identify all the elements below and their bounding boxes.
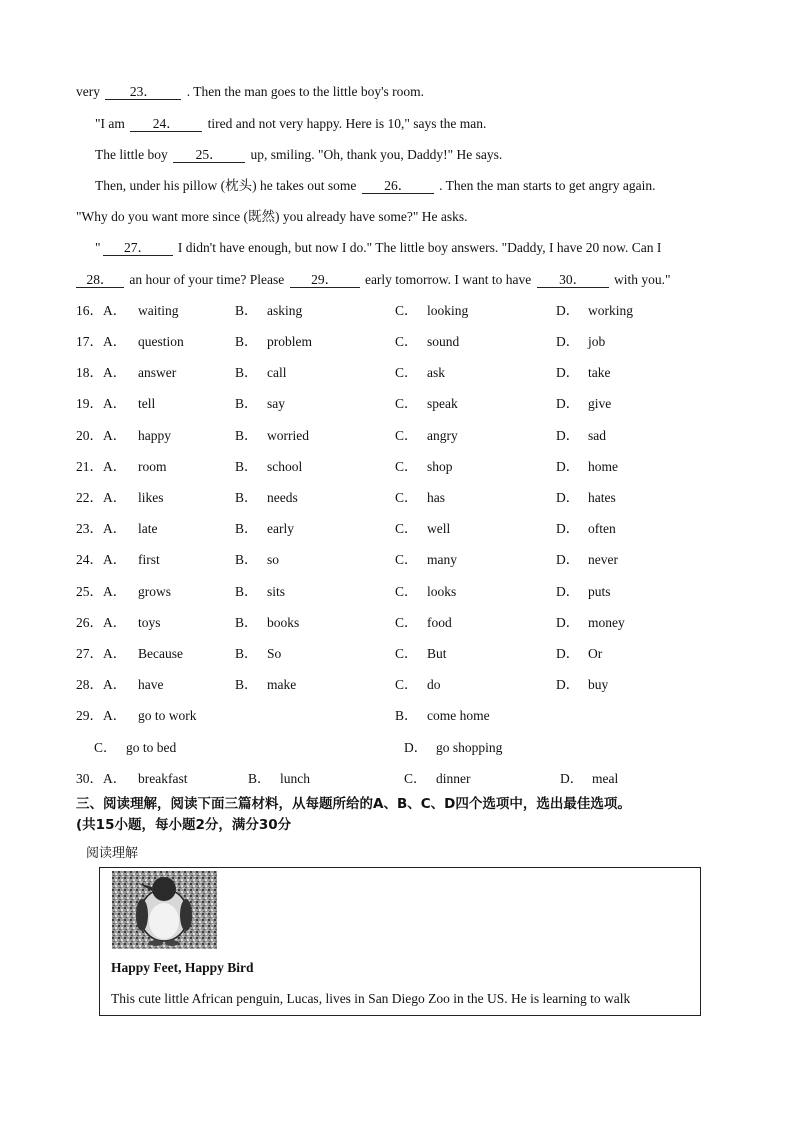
option-b-label: B． [235, 552, 258, 567]
question-number: 21．A． [76, 459, 127, 474]
blank-25: 25． [173, 147, 245, 163]
question-number: 24．A． [76, 552, 127, 567]
text: with you." [614, 272, 671, 287]
reading-subheading: 阅读理解 [86, 846, 139, 861]
option-d: meal [592, 771, 619, 786]
passage-line-5 [76, 208, 468, 226]
option-c: angry [427, 428, 458, 443]
option-d-label: D． [556, 334, 580, 349]
option-d: hates [588, 490, 616, 505]
passage-line-4 [95, 177, 656, 195]
option-c-label: C． [395, 584, 418, 599]
option-b: asking [267, 303, 303, 318]
option-d: home [588, 459, 618, 474]
option-c-label: C． [94, 740, 117, 755]
blank-30: 30． [537, 272, 609, 288]
option-d: job [588, 334, 606, 349]
option-d: go shopping [436, 740, 503, 755]
option-a: likes [138, 490, 164, 505]
reading-box [99, 867, 701, 1016]
option-c-label: C． [395, 615, 418, 630]
option-c: do [427, 677, 441, 692]
option-b: come home [427, 708, 490, 723]
passage-line-1 [76, 83, 424, 101]
option-d: working [588, 303, 633, 318]
option-d-label: D． [556, 365, 580, 380]
blank-24: 24． [130, 116, 202, 132]
question-row [76, 676, 726, 694]
option-c-label: C． [395, 459, 418, 474]
option-d: take [588, 365, 611, 380]
option-c-label: C． [395, 646, 418, 661]
option-d: puts [588, 584, 611, 599]
option-c: sound [427, 334, 460, 349]
question-row [76, 583, 726, 601]
option-c: many [427, 552, 457, 567]
option-d-label: D． [556, 521, 580, 536]
question-30-row [76, 770, 726, 788]
blank-26: 26． [362, 178, 434, 194]
text: "I am [95, 116, 125, 131]
option-b: early [267, 521, 294, 536]
option-a: question [138, 334, 184, 349]
option-a: happy [138, 428, 171, 443]
option-a: tell [138, 396, 156, 411]
section-heading: 三、阅读理解，阅读下面三篇材料，从每题所给的A、B、C、D四个选项中，选出最佳选项。 [76, 796, 631, 812]
passage-line-7 [76, 271, 671, 289]
question-row [76, 364, 726, 382]
option-b-label: B． [235, 615, 258, 630]
option-d: money [588, 615, 625, 630]
option-c-label: C． [404, 771, 427, 786]
option-b: call [267, 365, 287, 380]
option-b: worried [267, 428, 309, 443]
passage-line-6 [95, 239, 661, 257]
option-d-label: D． [556, 490, 580, 505]
option-c-label: C． [395, 490, 418, 505]
option-c: shop [427, 459, 453, 474]
question-row [76, 489, 726, 507]
option-d: give [588, 396, 612, 411]
text: " [95, 240, 101, 255]
option-b-label: B． [235, 584, 258, 599]
option-c-label: C． [395, 677, 418, 692]
question-29-row-1 [76, 707, 726, 725]
question-row [76, 520, 726, 538]
option-b: needs [267, 490, 298, 505]
text: Then, under his pillow (枕头) he takes out some [95, 178, 357, 193]
option-a: have [138, 677, 164, 692]
question-row [76, 645, 726, 663]
text: "Why do you want more since (既然) you already have some?" He asks. [76, 209, 468, 224]
option-c: has [427, 490, 445, 505]
option-d: Or [588, 646, 603, 661]
option-b-label: B． [235, 428, 258, 443]
option-d-label: D． [404, 740, 428, 755]
question-number: 25．A． [76, 584, 127, 599]
text: tired and not very happy. Here is 10," says the man. [207, 116, 487, 131]
blank-29: 29． [290, 272, 360, 288]
question-number: 16．A． [76, 303, 127, 318]
option-c-label: C． [395, 303, 418, 318]
option-a: waiting [138, 303, 179, 318]
option-b: problem [267, 334, 312, 349]
option-d-label: D． [556, 459, 580, 474]
option-a: breakfast [138, 771, 188, 786]
question-number: 28．A． [76, 677, 127, 692]
option-c: dinner [436, 771, 471, 786]
question-row [76, 333, 726, 351]
reading-text: This cute little African penguin, Lucas, lives in San Diego Zoo in the US. He is learning to walk [111, 991, 631, 1006]
option-d: buy [588, 677, 609, 692]
option-d-label: D． [556, 303, 580, 318]
option-b: make [267, 677, 297, 692]
blank-23: 23． [105, 84, 181, 100]
question-29-row-2 [76, 739, 726, 757]
question-number: 20．A． [76, 428, 127, 443]
option-d-label: D． [556, 615, 580, 630]
option-b: school [267, 459, 303, 474]
text: The little boy [95, 147, 168, 162]
option-b: So [267, 646, 282, 661]
question-number: 17．A． [76, 334, 127, 349]
question-row [76, 458, 726, 476]
option-b-label: B． [235, 303, 258, 318]
option-d-label: D． [556, 428, 580, 443]
section-points: (共15小题，每小题2分，满分30分 [76, 817, 292, 833]
option-b-label: B． [248, 771, 271, 786]
option-d-label: D． [556, 677, 580, 692]
option-c: speak [427, 396, 458, 411]
option-b-label: B． [235, 459, 258, 474]
option-b-label: B． [235, 334, 258, 349]
question-row [76, 551, 726, 569]
question-number: 22．A． [76, 490, 127, 505]
option-c: well [427, 521, 451, 536]
text: . Then the man goes to the little boy's room. [186, 84, 425, 99]
option-a: grows [138, 584, 171, 599]
question-number: 27．A． [76, 646, 127, 661]
option-c: ask [427, 365, 445, 380]
option-c-label: C． [395, 521, 418, 536]
passage-line-3 [95, 146, 502, 164]
text: I didn't have enough, but now I do." The little boy answers. "Daddy, I have 20 now. Can I [177, 240, 662, 255]
text: up, smiling. "Oh, thank you, Daddy!" He says. [250, 147, 503, 162]
option-d-label: D． [556, 646, 580, 661]
option-c-label: C． [395, 552, 418, 567]
option-a: Because [138, 646, 183, 661]
option-d: sad [588, 428, 606, 443]
option-b: lunch [280, 771, 310, 786]
option-a: room [138, 459, 167, 474]
option-b-label: B． [235, 677, 258, 692]
option-a: toys [138, 615, 161, 630]
passage-line-2 [95, 115, 486, 133]
option-b: sits [267, 584, 286, 599]
option-c: looks [427, 584, 457, 599]
option-b-label: B． [235, 490, 258, 505]
penguin-image [112, 871, 217, 949]
question-number: 19．A． [76, 396, 127, 411]
option-c-label: C． [395, 365, 418, 380]
option-d: often [588, 521, 616, 536]
text: early tomorrow. I want to have [364, 272, 532, 287]
option-a: first [138, 552, 160, 567]
option-a: late [138, 521, 158, 536]
option-b-label: B． [235, 646, 258, 661]
question-number: 30．A． [76, 771, 127, 786]
option-c: But [427, 646, 447, 661]
question-row [76, 302, 726, 320]
option-d-label: D． [560, 771, 584, 786]
blank-28: 28． [76, 272, 124, 288]
option-c: looking [427, 303, 469, 318]
option-b: say [267, 396, 285, 411]
option-a: go to work [138, 708, 197, 723]
question-number: 23．A． [76, 521, 127, 536]
option-d-label: D． [556, 396, 580, 411]
question-number: 29．A． [76, 708, 127, 723]
question-row [76, 614, 726, 632]
question-row [76, 427, 726, 445]
option-d-label: D． [556, 584, 580, 599]
option-b-label: B． [235, 396, 258, 411]
option-c-label: C． [395, 428, 418, 443]
text: an hour of your time? Please [129, 272, 285, 287]
option-d-label: D． [556, 552, 580, 567]
option-b-label: B． [235, 521, 258, 536]
text: very [76, 84, 100, 99]
text: . Then the man starts to get angry again. [439, 178, 656, 193]
option-c-label: C． [395, 396, 418, 411]
option-b-label: B． [235, 365, 258, 380]
option-b-label: B． [395, 708, 418, 723]
option-d: never [588, 552, 618, 567]
question-number: 18．A． [76, 365, 127, 380]
question-number: 26．A． [76, 615, 127, 630]
blank-27: 27． [103, 240, 173, 256]
option-b: books [267, 615, 300, 630]
question-row [76, 395, 726, 413]
option-a: answer [138, 365, 177, 380]
option-c-label: C． [395, 334, 418, 349]
option-c: food [427, 615, 452, 630]
option-c: go to bed [126, 740, 177, 755]
reading-title: Happy Feet, Happy Bird [111, 960, 254, 975]
option-b: so [267, 552, 280, 567]
